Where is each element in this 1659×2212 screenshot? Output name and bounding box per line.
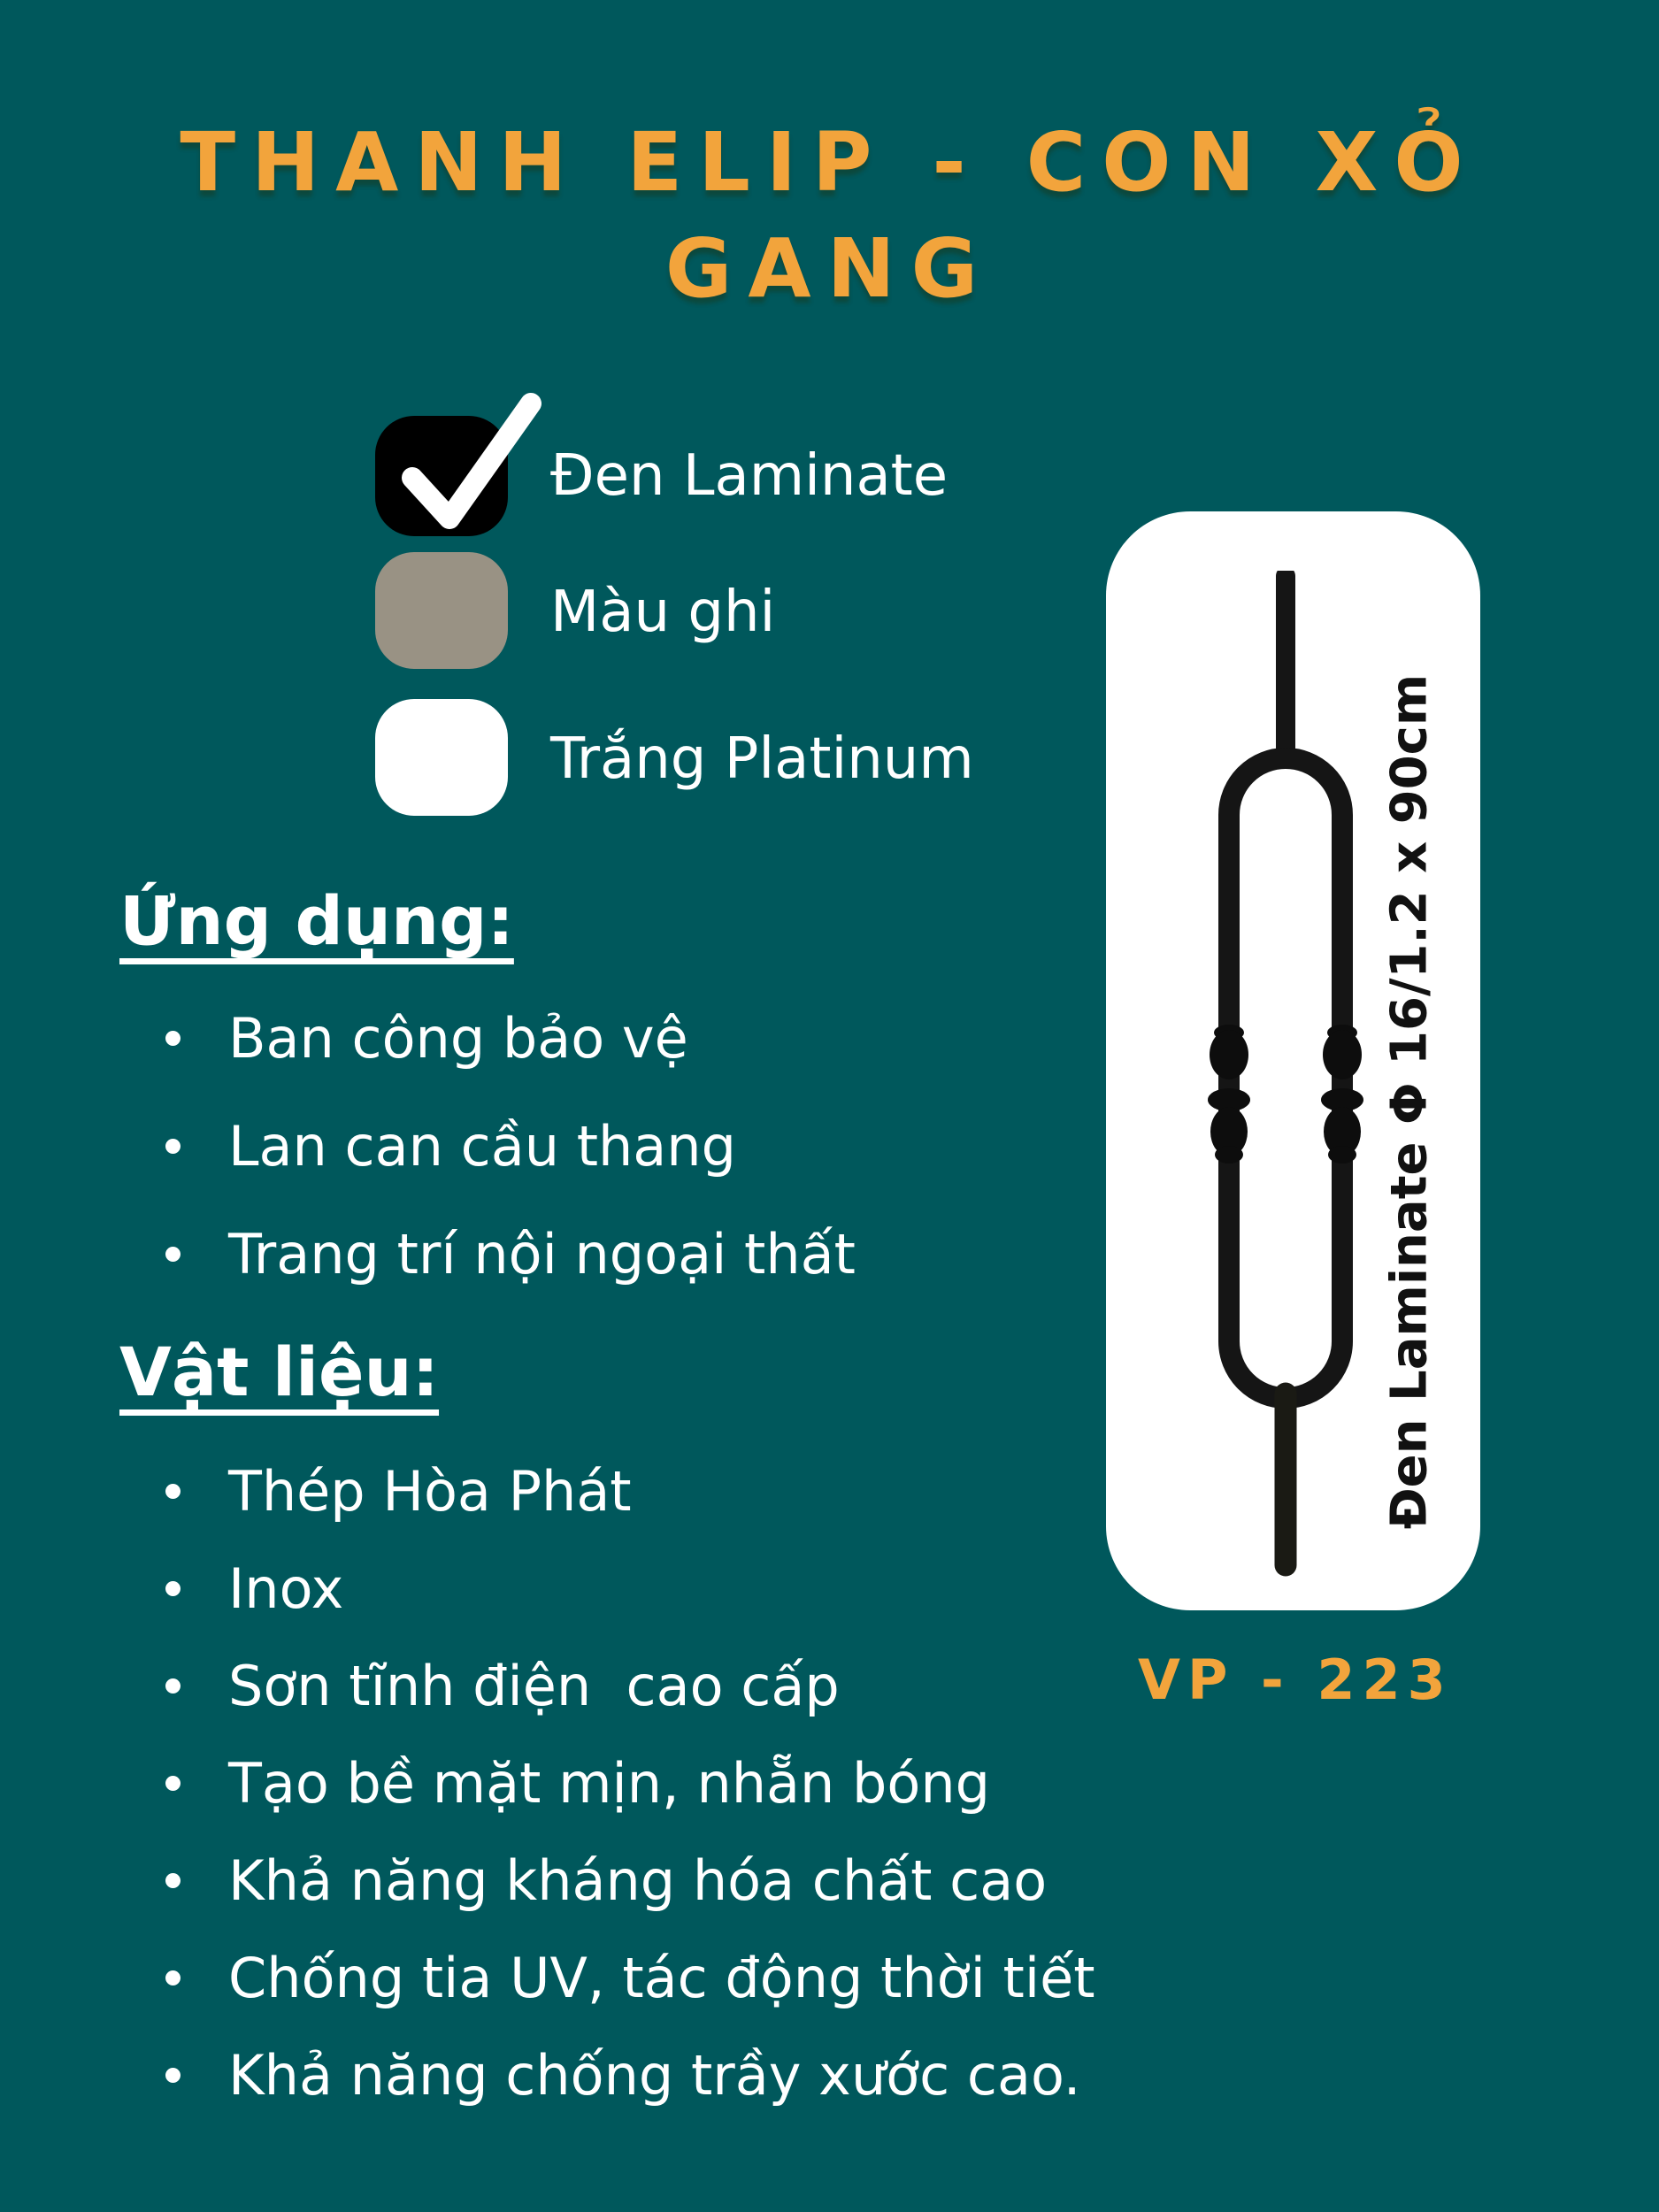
list-item — [119, 1832, 1095, 1929]
applications-list — [119, 984, 856, 1308]
color-label-trang-platinum: Trắng Platinum — [550, 726, 974, 792]
bullet-dot-icon — [165, 1247, 180, 1262]
material-item-text: Tạo bề mặt mịn, nhẵn bóng — [228, 1750, 990, 1816]
color-swatch-gray — [375, 552, 508, 669]
material-item-text: Inox — [228, 1555, 344, 1621]
list-item — [119, 2026, 1095, 2124]
material-item-text: Khả năng chống trầy xước cao. — [228, 2042, 1081, 2108]
bullet-dot-icon — [165, 1031, 180, 1046]
application-item-text: Lan can cầu thang — [228, 1113, 736, 1179]
bullet-dot-icon — [165, 1139, 180, 1154]
list-item — [119, 1092, 856, 1200]
color-swatch-white — [375, 699, 508, 816]
page-title-line-2: GANG — [664, 221, 995, 316]
list-item — [119, 1734, 1095, 1832]
product-code: VP - 223 — [1138, 1647, 1453, 1712]
list-item — [119, 1442, 1095, 1540]
materials-heading: Vật liệu: — [119, 1333, 440, 1411]
list-item — [119, 1929, 1095, 2026]
bullet-dot-icon — [165, 1678, 180, 1694]
bullet-dot-icon — [165, 1776, 180, 1791]
bullet-dot-icon — [165, 2068, 180, 2083]
left-knuckle — [1208, 1025, 1250, 1164]
product-spec-label: Đen Laminate Φ 16/1.2 x 90cm — [1380, 673, 1439, 1530]
bullet-dot-icon — [165, 1581, 180, 1596]
material-item-text: Thép Hòa Phát — [228, 1458, 632, 1524]
applications-heading: Ứng dụng: — [119, 881, 514, 960]
list-item — [119, 984, 856, 1092]
bullet-dot-icon — [165, 1484, 180, 1499]
material-item-text: Sơn tĩnh điện cao cấp — [228, 1653, 840, 1718]
cast-iron-ellipse-baluster-photo — [1177, 571, 1407, 1579]
application-item-text: Trang trí nội ngoại thất — [228, 1221, 856, 1286]
material-item-text: Chống tia UV, tác động thời tiết — [228, 1945, 1095, 2010]
list-item — [119, 1540, 1095, 1637]
bullet-dot-icon — [165, 1873, 180, 1888]
page-title-line-1: THANH ELIP - CON XỎ — [180, 115, 1479, 210]
color-label-mau-ghi: Màu ghi — [550, 580, 776, 645]
bullet-dot-icon — [165, 1970, 180, 1985]
list-item — [119, 1200, 856, 1308]
check-icon — [380, 388, 544, 542]
application-item-text: Ban công bảo vệ — [228, 1005, 688, 1071]
list-item — [119, 1637, 1095, 1734]
right-knuckle — [1321, 1025, 1363, 1164]
materials-list — [119, 1442, 1095, 2124]
material-item-text: Khả năng kháng hóa chất cao — [228, 1847, 1048, 1913]
color-label-den-laminate: Đen Laminate — [550, 443, 949, 509]
